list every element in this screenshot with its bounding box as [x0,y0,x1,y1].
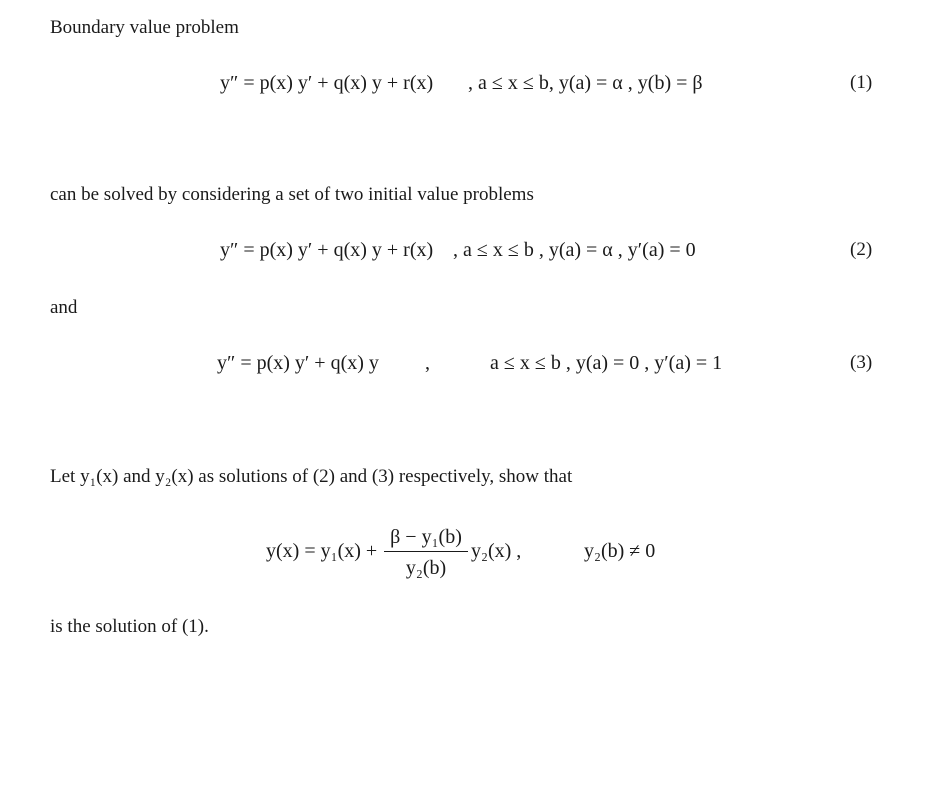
equation-3-comma: , [425,352,430,374]
text-initial-value-problems: can be solved by considering a set of two initial value problems [50,184,534,205]
equation-3-conditions: a ≤ x ≤ b , y(a) = 0 , y′(a) = 1 [490,352,723,374]
equation-4-condition: y₂(b) ≠ 0 [584,540,656,562]
equation-1-conditions: , a ≤ x ≤ b, y(a) = α , y(b) = β [468,72,703,94]
fraction-denominator: y₂(b) [405,557,447,579]
intro-text: Boundary value problem [50,17,239,38]
and-text: and [50,297,78,318]
equation-1-lhs: y″ = p(x) y′ + q(x) y + r(x) [220,72,434,94]
equation-2-lhs: y″ = p(x) y′ + q(x) y + r(x) [220,239,434,261]
equation-4-rhs: y₂(x) , [471,540,522,562]
fraction-numerator: β − y₁(b) [390,526,462,548]
equation-4-lhs: y(x) = y₁(x) + [266,540,378,562]
equation-2-conditions: , a ≤ x ≤ b , y(a) = α , y′(a) = 0 [453,239,696,261]
conclusion-text: is the solution of (1). [50,616,209,637]
equation-3-lhs: y″ = p(x) y′ + q(x) y [217,352,379,374]
equation-2-number: (2) [850,239,873,260]
fraction-bar [384,551,468,552]
let-statement: Let y₁(x) and y₂(x) as solutions of (2) and (3) respectively, show that [50,466,573,487]
equation-1-number: (1) [850,72,873,93]
equation-3-number: (3) [850,352,873,373]
